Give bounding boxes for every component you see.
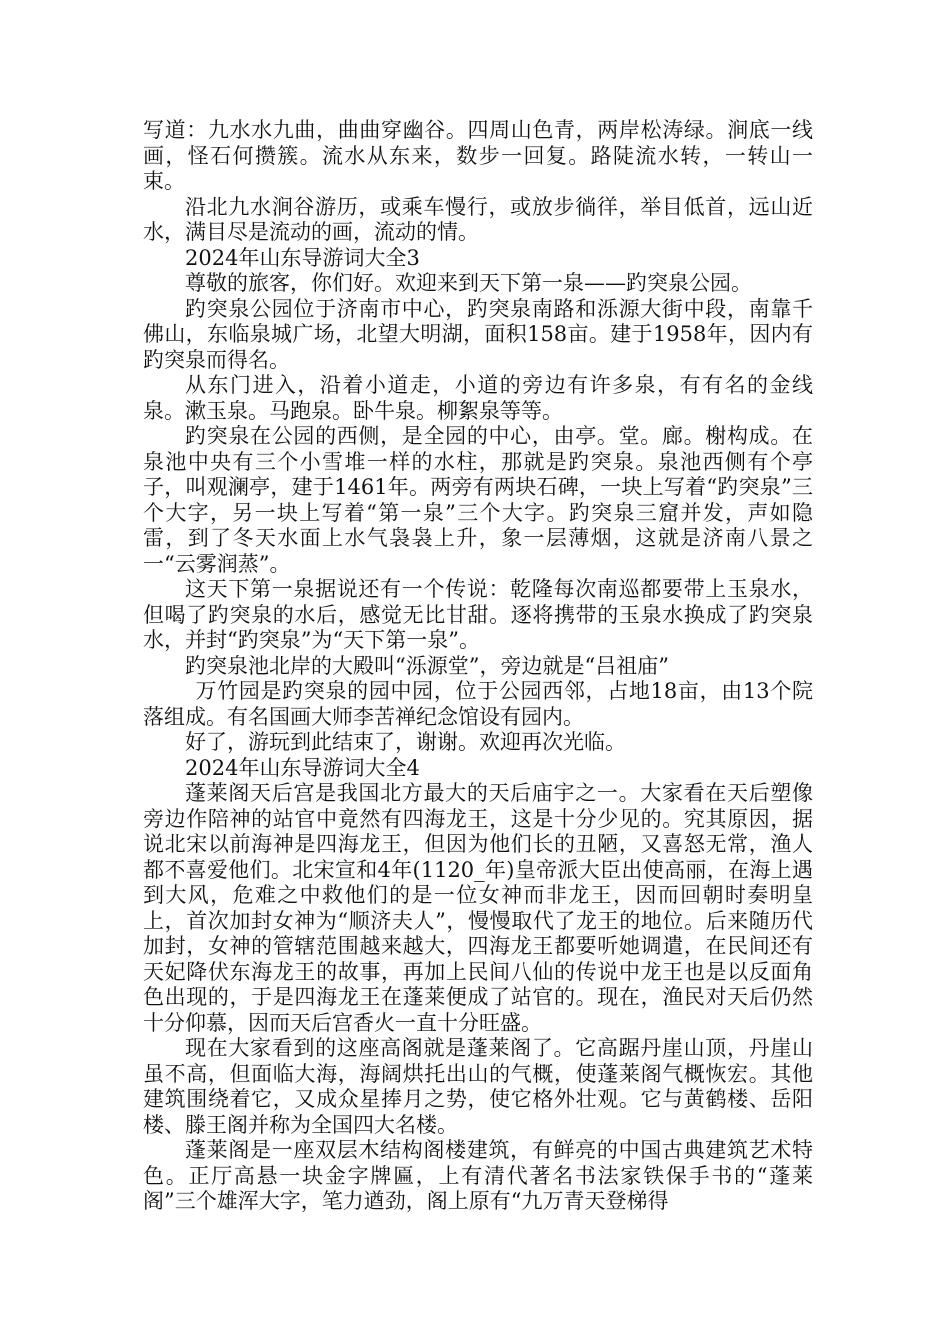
paragraph-jiushui-poem: 写道：九水水九曲，曲曲穿幽谷。四周山色青，两岸松涛绿。涧底一线画，怪石何攒簇。流水从东来，数步一回复。路陡流水转，一转山一束。 [143,118,813,193]
paragraph-penglai-pavilion: 现在大家看到的这座高阁就是蓬莱阁了。它高踞丹崖山顶，丹崖山虽不高，但面临大海，海阔烘托出山的气概，使蓬莱阁气概恢宏。其他建筑围绕着它，又成众星捧月之势，使它格外壮观。它与黄鹤楼、岳阳楼、滕王阁并称为全国四大名楼。 [143,1036,813,1137]
paragraph-tianhou-palace: 蓬莱阁天后宫是我国北方最大的天后庙宇之一。大家看在天后塑像旁边作陪神的站官中竟然有四海龙王，这是十分少见的。究其原因，据说北宋以前海神是四海龙王，但因为他们长的丑陋，又喜怒无常，渔人都不喜爱他们。北宋宣和4年(1120_年)皇帝派大臣出使高丽，在海上遇到大风，危难之中救他们的是一位女神而非龙王，因而回朝时奏明皇上，首次加封女神为“顺济夫人”，慢慢取代了龙王的地位。后来随历代加封，女神的管辖范围越来越大，四海龙王都要听她调遣，在民间还有天妃降伏东海龙王的故事，再加上民间八仙的传说中龙王也是以反面角色出现的，于是四海龙王在蓬莱便成了站官的。现在，渔民对天后仍然十分仰慕，因而天后宫香火一直十分旺盛。 [143,781,813,1035]
paragraph-luoyuan-hall: 趵突泉池北岸的大殿叫“泺源堂”，旁边就是“吕祖庙” [185,653,669,678]
section-heading-3: 2024年山东导游词大全3 [185,245,420,270]
paragraph-beijiushui: 沿北九水涧谷游历，或乘车慢行，或放步徜徉，举目低首，远山近水，满目尽是流动的画，流动的情。 [143,194,813,244]
document-page [143,118,813,1215]
paragraph-farewell: 好了，游玩到此结束了，谢谢。欢迎再次光临。 [185,730,626,754]
paragraph-legend: 这天下第一泉据说还有一个传说：乾隆每次南巡都要带上玉泉水，但喝了趵突泉的水后，感觉无比甘甜。逐将携带的玉泉水换成了趵突泉水，并封“趵突泉”为“天下第一泉”。 [143,577,813,652]
paragraph-baotu-spring: 趵突泉在公园的西侧，是全园的中心，由亭。堂。廊。榭构成。在泉池中央有三个小雪堆一样的水柱，那就是趵突泉。泉池西侧有个亭子，叫观澜亭，建于1461年。两旁有两块石碑，一块上写着“趵突泉”三个大字，另一块上写着“第一泉”三个大字。趵突泉三窟并发，声如隐雷，到了冬天水面上水气袅袅上升，象一层薄烟，这就是济南八景之一“云雾润蒸”。 [143,424,813,576]
section-heading-4: 2024年山东导游词大全4 [185,755,420,780]
paragraph-greeting: 尊敬的旅客，你们好。欢迎来到天下第一泉——趵突泉公园。 [185,271,752,295]
paragraph-pavilion-structure: 蓬莱阁是一座双层木结构阁楼建筑，有鲜亮的中国古典建筑艺术特色。正厅高悬一块金字牌匾，上有清代著名书法家铁保手书的“蓬莱阁”三个雄浑大字，笔力遒劲，阁上原有“九万青天登梯得 [143,1138,813,1213]
paragraph-wanzhu-garden: 万竹园是趵突泉的园中园，位于公园西邻，占地18亩，由13个院落组成。有名国画大师李苦禅纪念馆设有园内。 [143,679,813,729]
paragraph-park-location: 趵突泉公园位于济南市中心，趵突泉南路和泺源大街中段，南靠千佛山，东临泉城广场，北望大明湖，面积158亩。建于1958年，因内有趵突泉而得名。 [143,296,813,372]
paragraph-east-gate: 从东门进入，沿着小道走，小道的旁边有许多泉，有有名的金线泉。漱玉泉。马跑泉。卧牛泉。柳絮泉等等。 [143,373,813,423]
